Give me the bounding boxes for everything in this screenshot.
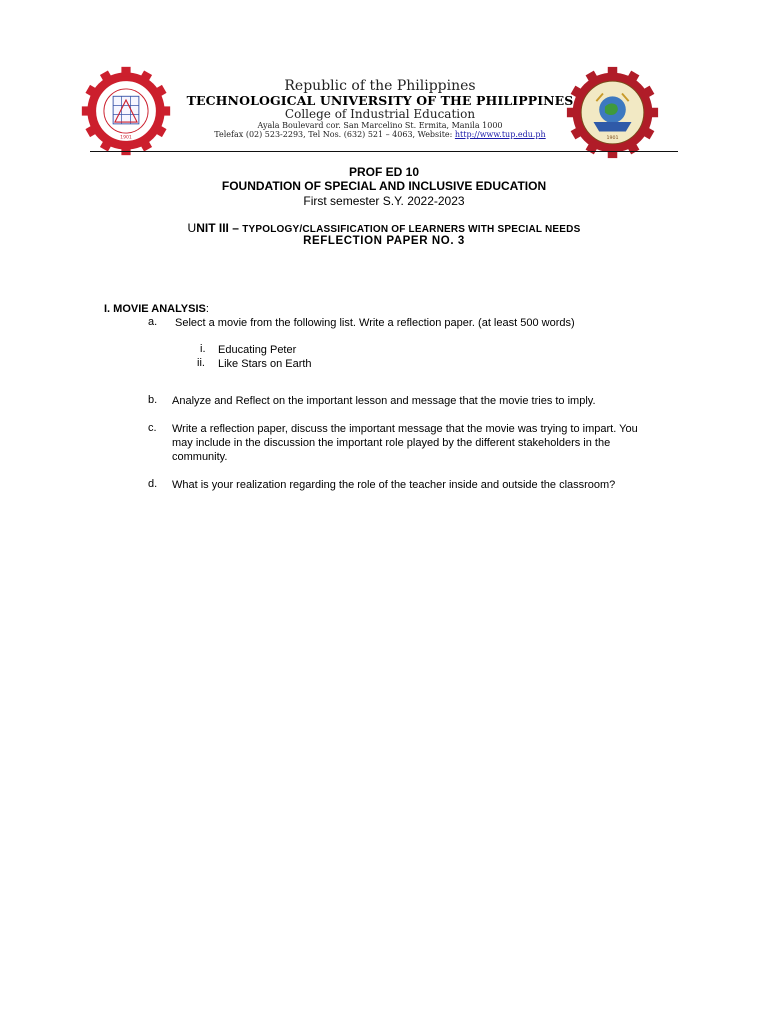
section-heading-text: I. MOVIE ANALYSIS xyxy=(104,303,206,315)
item-text: What is your realization regarding the role of the teacher inside and outside the classroom? xyxy=(172,479,616,491)
unit-title xyxy=(0,221,768,235)
item-text-line: Write a reflection paper, discuss the important message that the movie was trying to impart. You xyxy=(172,423,638,435)
section-heading xyxy=(104,303,209,315)
semester-line: First semester S.Y. 2022-2023 xyxy=(303,194,465,208)
college-name: College of Industrial Education xyxy=(284,107,476,121)
movie-label: ii. xyxy=(197,357,205,369)
section-heading-colon: : xyxy=(205,303,209,315)
contact-line xyxy=(180,130,580,139)
item-label: b. xyxy=(148,394,158,406)
item-text-line: may include in the discussion the important role played by the different stakeholders in the xyxy=(172,437,611,449)
item-label: a. xyxy=(148,316,158,328)
header-divider xyxy=(90,151,678,152)
item-label: d. xyxy=(148,478,158,490)
contact-text: Telefax (02) 523-2293, Tel Nos. (632) 521 – 4063, Website: xyxy=(214,130,455,139)
address-line: Ayala Boulevard cor. San Marcelino St. Ermita, Manila 1000 xyxy=(257,121,503,130)
seal-year: 1901 xyxy=(120,135,132,141)
course-code: PROF ED 10 xyxy=(348,165,420,179)
seal-year: 1901 xyxy=(606,136,619,142)
item-text: Analyze and Reflect on the important lesson and message that the movie tries to imply. xyxy=(172,395,596,407)
item-text-line: community. xyxy=(172,451,228,463)
movie-title: Like Stars on Earth xyxy=(218,358,312,370)
unit-topic: TYPOLOGY/CLASSIFICATION OF LEARNERS WITH SPECIAL NEEDS xyxy=(242,224,581,235)
unit-number: NIT III – xyxy=(196,221,243,235)
subject-title: FOUNDATION OF SPECIAL AND INCLUSIVE EDUCATION xyxy=(221,179,547,193)
movie-title: Educating Peter xyxy=(218,344,297,356)
unit-initial: U xyxy=(187,221,197,235)
movie-label: i. xyxy=(200,343,206,355)
item-text: Select a movie from the following list. Write a reflection paper. (at least 500 words) xyxy=(175,317,575,329)
university-name: TECHNOLOGICAL UNIVERSITY OF THE PHILIPPINES xyxy=(186,93,574,108)
website-link[interactable]: http://www.tup.edu.ph xyxy=(454,130,546,139)
paper-title: REFLECTION PAPER NO. 3 xyxy=(303,235,465,247)
tup-seal-logo xyxy=(80,65,172,157)
republic-line: Republic of the Philippines xyxy=(284,78,476,94)
item-label: c. xyxy=(148,422,157,434)
